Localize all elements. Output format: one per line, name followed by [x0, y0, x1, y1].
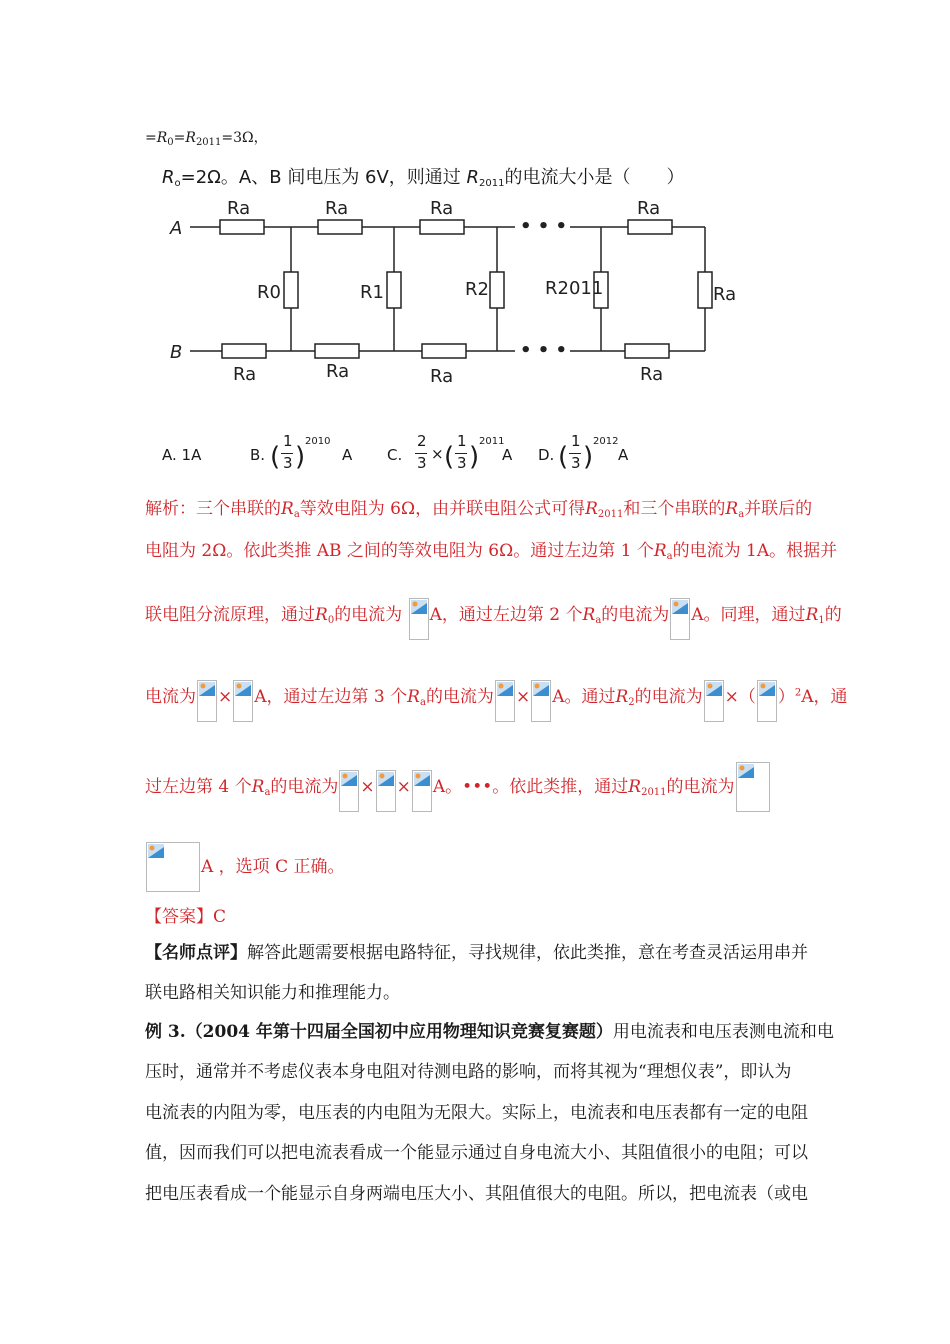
broken-image-icon	[531, 680, 551, 722]
question-text: $R_o=2\Omega$。A、B 间电压为 6V，则通过 $R_{2011}$的电流大小是（ ）	[162, 167, 685, 189]
node-b-label: B	[170, 342, 183, 363]
ra-label: Ra	[227, 198, 251, 219]
header-fragment: $=R_0=R_{2011}=3\Omega$，	[145, 130, 268, 148]
answer: 【答案】C	[145, 907, 227, 927]
ra-label: Ra	[713, 284, 737, 305]
broken-image-icon	[409, 598, 429, 640]
ra-label: Ra	[637, 198, 661, 219]
teacher-comment-line-2: 联电路相关知识能力和推理能力。	[145, 983, 400, 1003]
ellipsis-bottom: • • •	[520, 340, 568, 361]
broken-image-icon	[670, 598, 690, 640]
example3-line-5: 把电压表看成一个能显示自身两端电压大小、其阻值很大的电阻。所以，把电流表（或电	[145, 1184, 808, 1204]
ra-label: Ra	[430, 366, 454, 387]
options-row: A. 1A B. ( 1 3 ) 2010 A C. 2 3 × ( 1 3 ) 2011 A D. ( 1 3 ) 2012 A	[162, 432, 629, 472]
broken-image-icon	[233, 680, 253, 722]
node-a-label: A	[170, 218, 183, 239]
broken-image-icon	[757, 680, 777, 722]
broken-image-icon	[197, 680, 217, 722]
analysis-line-6: A ，选项 C 正确。	[145, 842, 345, 892]
ellipsis-top: • • •	[520, 216, 568, 237]
r0-label: R0	[257, 282, 281, 303]
teacher-comment: 【名师点评】解答此题需要根据电路特征，寻找规律，依此类推，意在考查灵活运用串并	[145, 943, 808, 963]
ra-label: Ra	[325, 198, 349, 219]
broken-image-icon	[495, 680, 515, 722]
r2-label: R2	[465, 279, 489, 300]
r2011-label: R2011	[545, 278, 604, 299]
broken-image-icon	[736, 762, 770, 812]
analysis-line-3: 联电阻分流原理，通过$R_0$的电流为 A，通过左边第 2 个$R_a$的电流为 A。同理，通过$R_1$的	[145, 598, 842, 640]
ra-label: Ra	[233, 364, 257, 385]
broken-image-icon	[412, 770, 432, 812]
option-a: A. 1A	[162, 446, 202, 464]
broken-image-icon	[146, 842, 200, 892]
analysis-line-4: 电流为 × A，通过左边第 3 个$R_a$的电流为 × A。通过$R_2$的电流为 ×（ ）$^2$A，通	[145, 680, 848, 722]
ra-label: Ra	[326, 361, 350, 382]
circuit-diagram	[160, 192, 780, 392]
example3-line-1: 例 3.（2004 年第十四届全国初中应用物理知识竞赛复赛题）用电流表和电压表测电流和电	[145, 1022, 834, 1042]
broken-image-icon	[704, 680, 724, 722]
broken-image-icon	[339, 770, 359, 812]
ra-label: Ra	[640, 364, 664, 385]
example3-line-2: 压时，通常并不考虑仪表本身电阻对待测电路的影响，而将其视为“理想仪表”，即认为	[145, 1062, 792, 1082]
analysis-line-1: 解析：三个串联的$R_a$等效电阻为 6Ω，由并联电阻公式可得$R_{2011}$和三个串联的$R_a$并联后的	[145, 499, 813, 520]
ra-label: Ra	[430, 198, 454, 219]
example3-line-4: 值，因而我们可以把电流表看成一个能显示通过自身电流大小、其阻值很小的电阻；可以	[145, 1143, 808, 1163]
analysis-line-2: 电阻为 2Ω。依此类推 AB 之间的等效电阻为 6Ω。通过左边第 1 个$R_a$的电流为 1A。根据并	[145, 541, 838, 562]
broken-image-icon	[376, 770, 396, 812]
example3-line-3: 电流表的内阻为零，电压表的内电阻为无限大。实际上，电流表和电压表都有一定的电阻	[145, 1103, 808, 1123]
analysis-line-5: 过左边第 4 个$R_a$的电流为 × × A。•••。依此类推，通过$R_{2011}$的电流为	[145, 762, 771, 812]
r1-label: R1	[360, 282, 384, 303]
